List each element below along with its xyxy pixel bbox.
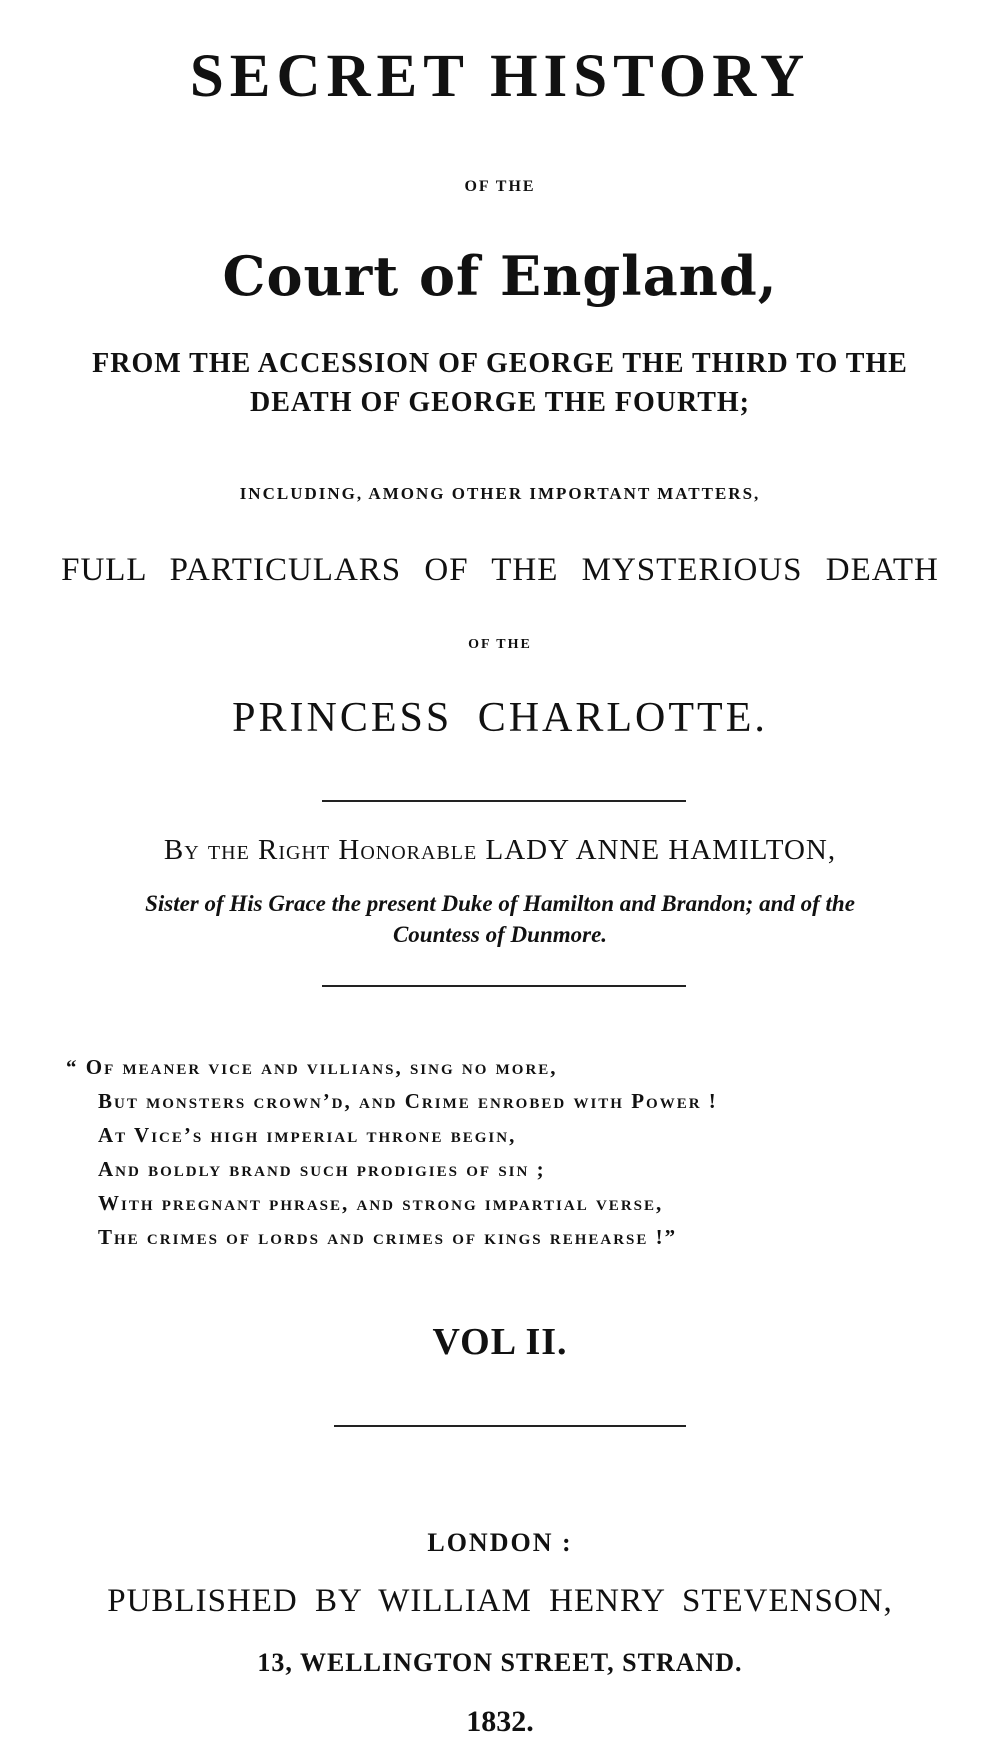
of-the-connector-2: OF THE [468, 637, 532, 652]
imprint-city: LONDON : [427, 1528, 573, 1557]
verse-line: At Vice’s high imperial throne begin, [98, 1123, 517, 1147]
imprint-publisher: PUBLISHED BY WILLIAM HENRY STEVENSON, [107, 1583, 893, 1619]
divider-rule-3 [334, 1425, 686, 1427]
divider-rule-1 [322, 800, 686, 802]
princess-charlotte-title: PRINCESS CHARLOTTE. [232, 695, 768, 741]
of-the-connector: OF THE [464, 178, 536, 195]
subtitle-line-2: DEATH OF GEORGE THE FOURTH; [250, 387, 750, 418]
author-byline [0, 834, 1000, 867]
verse-line: But monsters crown’d, and Crime enrobed with Power ! [98, 1089, 718, 1113]
volume-number: VOL II. [432, 1321, 568, 1363]
imprint-address: 13, WELLINGTON STREET, STRAND. [257, 1648, 743, 1677]
verse-line: “ Of meaner vice and villians, sing no more, [66, 1055, 558, 1079]
sister-line: Sister of His Grace the present Duke of Hamilton and Brandon; and of the [145, 891, 855, 916]
main-title: SECRET HISTORY [189, 43, 811, 110]
including-line: INCLUDING, AMONG OTHER IMPORTANT MATTERS, [239, 484, 761, 503]
court-of-england-title: Court of England, [222, 244, 778, 308]
verse-line: With pregnant phrase, and strong impartial verse, [98, 1191, 664, 1215]
byline-prefix: By the Right Honorable [163, 834, 478, 866]
author-name: LADY ANNE HAMILTON, [485, 834, 837, 866]
imprint-year: 1832. [466, 1705, 534, 1738]
verse-line: The crimes of lords and crimes of kings rehearse !” [98, 1225, 678, 1249]
countess-line: Countess of Dunmore. [392, 922, 608, 947]
epigraph-verse [66, 1050, 966, 1254]
subtitle-line-1: FROM THE ACCESSION OF GEORGE THE THIRD TO THE [92, 348, 908, 379]
divider-rule-2 [322, 985, 686, 987]
verse-line: And boldly brand such prodigies of sin ; [98, 1157, 546, 1181]
full-particulars-line: FULL PARTICULARS OF THE MYSTERIOUS DEATH [61, 552, 939, 588]
